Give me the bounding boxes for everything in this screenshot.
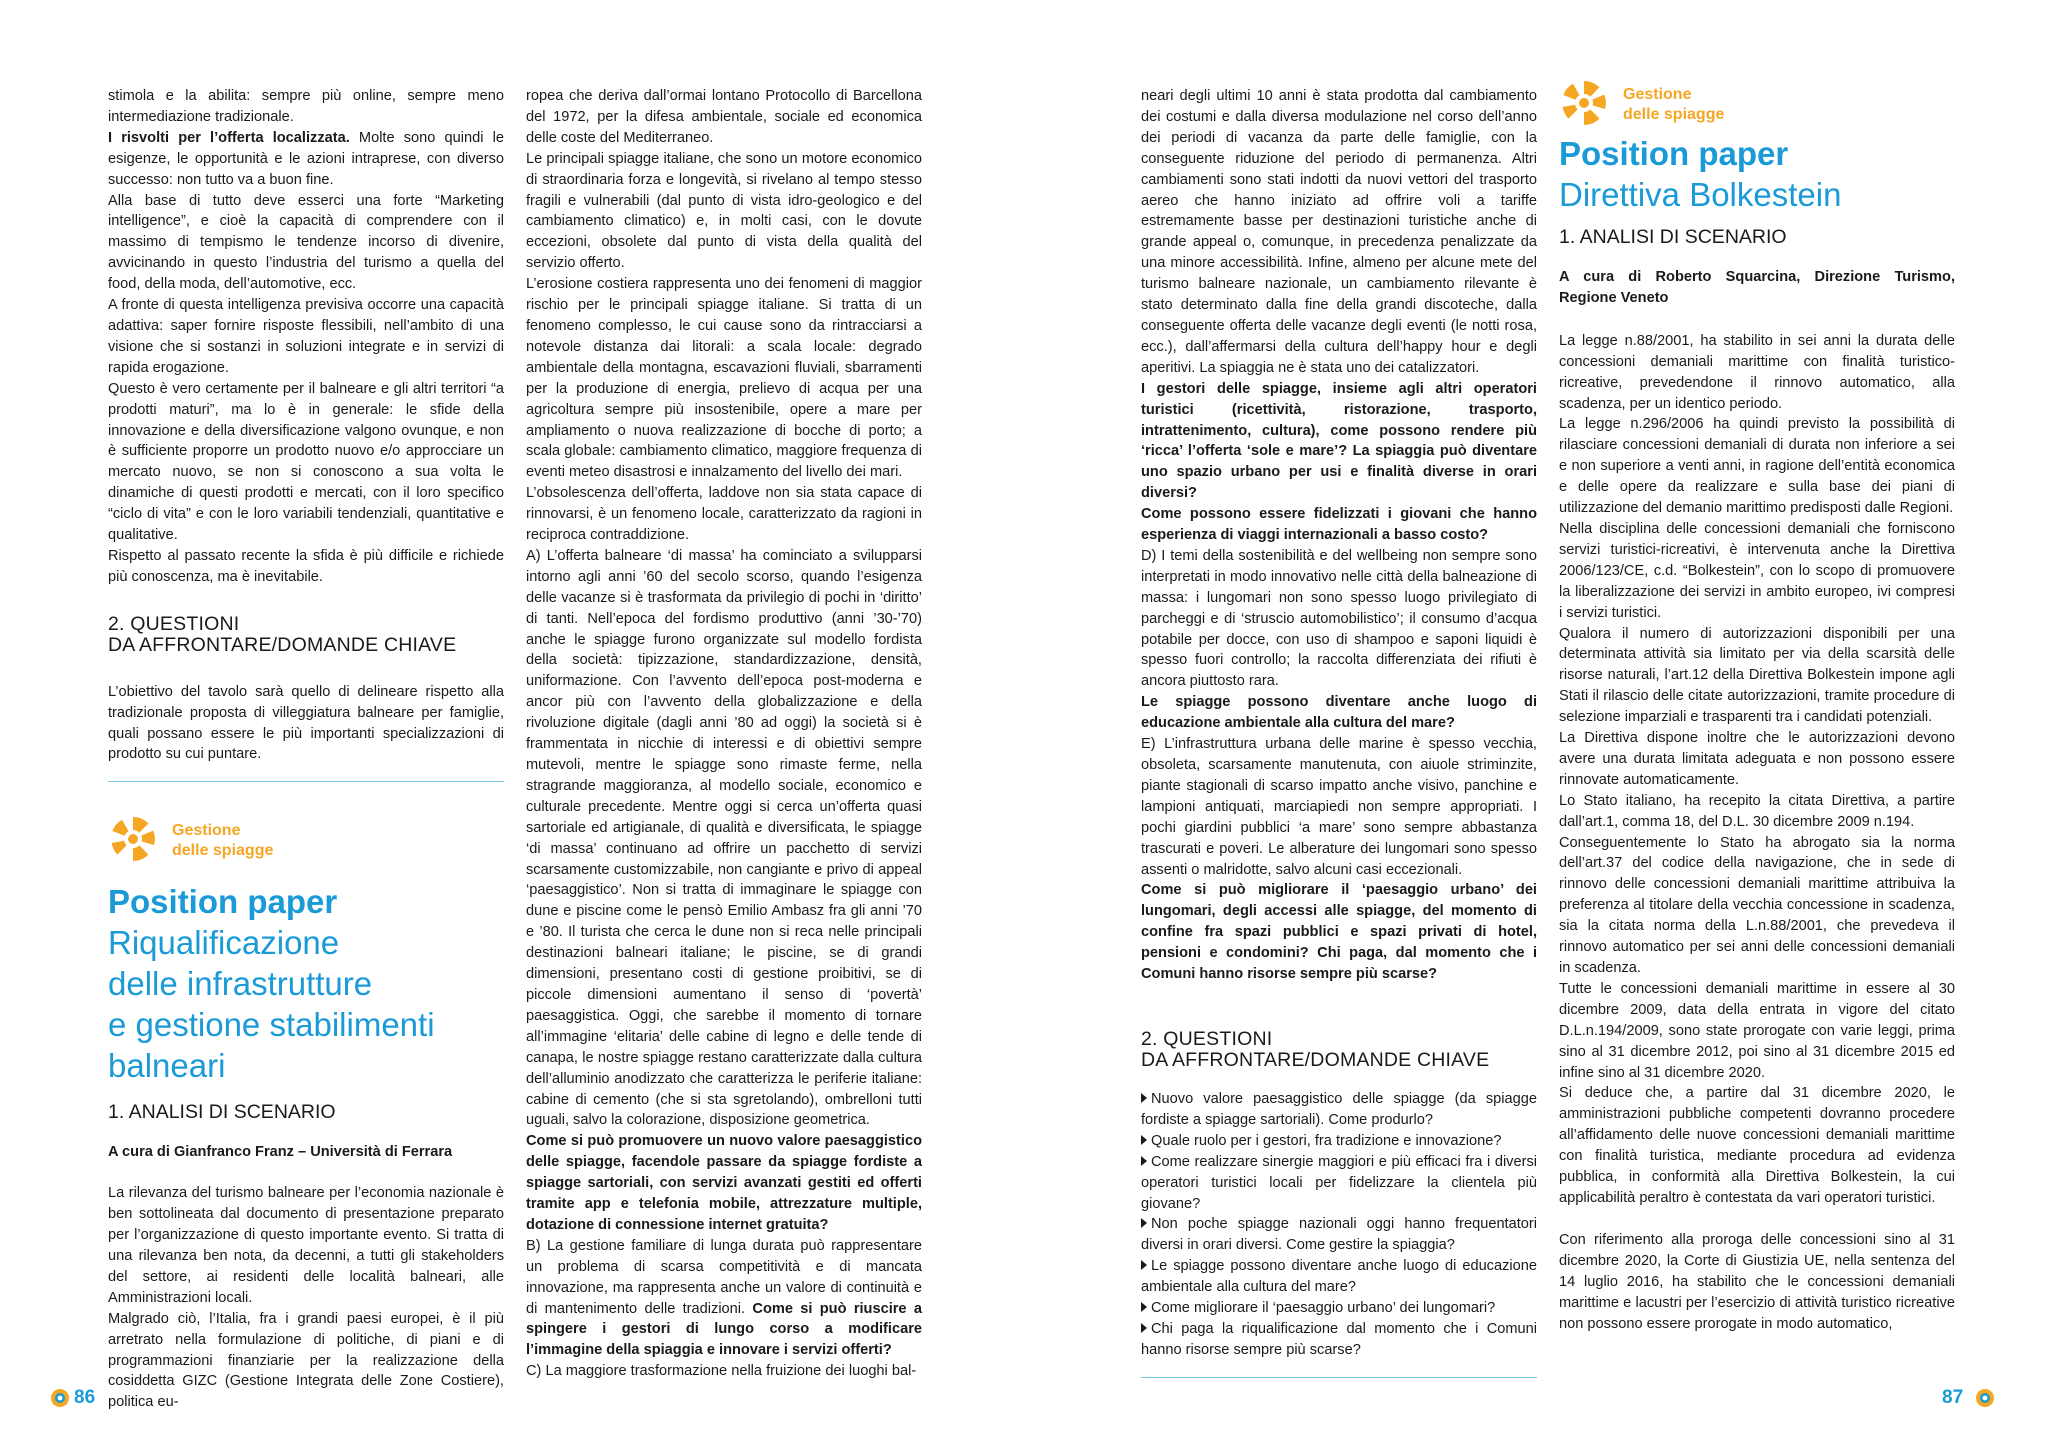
section-heading: 2. QUESTIONI DA AFFRONTARE/DOMANDE CHIAVE	[108, 612, 457, 656]
paragraph: Malgrado ciò, l’Italia, fra i grandi paesi europei, è il più arretrato nella formulazione di politiche, di piani e di programmazioni finanziarie per la realizzazione della cosiddetta GIZC (Gestione Integrata delle Zone Costiere), politica eu-	[108, 1310, 504, 1411]
left-col-1	[108, 86, 504, 1413]
question: Come si può promuovere un nuovo valore paesaggistico delle spiagge, facendole passare da spiagge fordiste a spiagge sartoriali, con servizi avanzati gestiti ed offerti tramite app e telefonia mobile, attrezzature multiple, dotazione di connessione internet gratuita?	[526, 1133, 922, 1233]
paragraph: Conseguentemente lo Stato ha abrogato sia la norma dell’art.37 del codice della navigazione, che in sede di rinnovo delle concessioni demaniali marittime attribuiva la preferenza al titolare della vecchia concessione in scadenza, sia la citata norma della L.n.88/2001, che prevedeva il rinnovo automatico per sei anni delle concessioni demaniali in scadenza.	[1559, 834, 1955, 976]
paragraph: neari degli ultimi 10 anni è stata prodotta dal cambiamento dei costumi e dalla diversa modulazione nel corso dell’anno dei periodi di vacanza da parte delle famiglie, con la conseguente riduzione del periodo di permanenza. Altri cambiamenti sono stati indotti da nuovi vettori del trasporto aereo che hanno iniziato ad offrire voli a tariffe estremamente basse per destinazioni turistiche anche di grande appeal o, comunque, in precedenza penalizzate da una minore accessibilità. Infine, almeno per alcune mete del turismo balneare nazionale, un cambiamento rilevante è stato determinato dalla fine della grandi discoteche, dalla conseguente offerta delle vacanze degli eventi (le notti rosa, ecc.), dall’affermarsi della cultura dell’happy hour e degli aperitivi. La spiaggia ne è stata uno dei catalizzatori.	[1141, 88, 1537, 376]
paragraph: A fronte di questa intelligenza previsiva occorre una capacità adattiva: saper fornire risposte flessibili, nell’ambito di una visione che si sostanzi in soluzioni integrate e in servizi di rapida erogazione.	[108, 297, 504, 376]
bullet-item: Quale ruolo per i gestori, fra tradizione e innovazione?	[1141, 1131, 1537, 1152]
page-marker-icon	[1975, 1388, 1995, 1408]
paragraph: D) I temi della sostenibilità e del wellbeing non sempre sono interpretati in modo innovativo nelle città della balneazione di massa: i lungomari non sono spesso luogo privilegiato di parcheggi e di ‘struscio automobilistico’; il consumo d’acqua potabile per docce, con uso di shampoo e saponi liquidi è spesso fuori controllo; la raccolta differenziata dei rifiuti è ancora piuttosto rara.	[1141, 547, 1537, 690]
page-number: 87	[1942, 1387, 1964, 1408]
divider	[1141, 1377, 1537, 1378]
question: I gestori delle spiagge, insieme agli altri operatori turistici (ricettività, ristorazione, trasporto, intrattenimento, cultura), come possono rendere più ‘ricca’ l’offerta ‘sole e mare’? La spiaggia può diventare uno spazio urbano per usi e finalità diverse in orari diversi?	[1141, 380, 1537, 502]
author-line: A cura di Gianfranco Franz – Università di Ferrara	[108, 1144, 453, 1161]
paragraph: Si deduce che, a partire dal 31 dicembre 2020, le amministrazioni pubbliche competenti dovranno procedere all’affidamento delle nuove concessioni demaniali marittime con finalità turistica, mediante procedura ad evidenza pubblica, in conformità alla Direttiva Bolkestein, la cui applicabilità peraltro è contestata da vari operatori turistici.	[1559, 1085, 1955, 1206]
page-marker-icon	[50, 1388, 70, 1408]
paragraph: Le principali spiagge italiane, che sono un motore economico di straordinaria forza e longevità, si rivelano al tempo stesso fragili e vulnerabili (dal punto di vista idro-geologico e del cambiamento climatico) e, in molti casi, con le dovute eccezioni, obsolete dal punto di vista della qualità del servizio offerto.	[526, 150, 922, 272]
question: Le spiagge possono diventare anche luogo di educazione ambientale alla cultura del mare?	[1141, 694, 1537, 732]
bullet-item: Chi paga la riqualificazione dal momento che i Comuni hanno risorse sempre più scarse?	[1141, 1320, 1537, 1358]
question: Come possono essere fidelizzati i giovani che hanno esperienza di viaggi internazionali a basso costo?	[1141, 506, 1537, 544]
position-paper-title: Position paper	[1559, 135, 1789, 172]
triangle-bullet-icon	[1141, 1260, 1147, 1270]
position-paper-title: Position paper	[108, 883, 338, 921]
paragraph: Lo Stato italiano, ha recepito la citata Direttiva, a partire dall’art.1, comma 18, del D.L. 30 dicembre 2009 n.194.	[1559, 792, 1955, 830]
author-line: A cura di Roberto Squarcina, Direzione Turismo, Regione Veneto	[1559, 269, 1955, 306]
paragraph: Alla base di tutto deve esserci una forte “Marketing intelligence”, e cioè la capacità di comprendere con il massimo di tempismo le tendenze incorso di divenire, avvicinando in questo l’industria del turismo a quella del food, della moda, dell’automotive, ecc.	[108, 192, 504, 293]
paragraph: La Direttiva dispone inoltre che le autorizzazioni devono avere una durata limitata adeguata e non possono essere rinnovate automaticamente.	[1559, 730, 1955, 788]
right-col-2	[1559, 78, 1955, 1334]
bold-lead: I risvolti per l’offerta localizzata.	[108, 129, 350, 146]
paragraph: Con riferimento alla proroga delle concessioni sino al 31 dicembre 2020, la Corte di Giustizia UE, nella sentenza del 14 luglio 2016, ha stabilito che le concessioni demaniali marittime e lacustri per l’esercizio di attività turistico ricreative non possono essere prorogate in modo automatico,	[1559, 1231, 1955, 1332]
paragraph-text: Molte sono quindi le esigenze, le opportunità e le azioni intraprese, con diverso successo: non tutto va a buon fine.	[108, 129, 504, 188]
bullet-item: Nuovo valore paesaggistico delle spiagge (da spiagge fordiste a spiagge sartoriali). Come produrlo?	[1141, 1090, 1537, 1128]
paragraph: La legge n.296/2006 ha quindi previsto la possibilità di rilasciare concessioni demaniali di durata non inferiore a sei e non superiore a venti anni, in ragione dell’entità economica e delle opere da realizzare e sulla base dei piani di utilizzazione del demanio marittimo predisposti dalle Regioni.	[1559, 416, 1955, 517]
paragraph: Tutte le concessioni demaniali marittime in essere al 30 dicembre 2009, data della entrata in vigore del citato D.L.n.194/2009, sono state prorogate con varie leggi, prima sino al 31 dicembre 2012, poi sino al 31 dicembre 2015 ed infine sino al 31 dicembre 2020.	[1559, 980, 1955, 1081]
brand-header	[1559, 78, 1955, 130]
bullet-item: Come realizzare sinergie maggiori e più efficaci fra i diversi operatori turistici locali per fidelizzare la clientela più giovane?	[1141, 1153, 1537, 1212]
bullet-item: Le spiagge possono diventare anche luogo di educazione ambientale alla cultura del mare?	[1141, 1258, 1537, 1296]
position-paper-subtitle: Riqualificazione delle infrastrutture e gestione stabilimenti balneari	[108, 924, 435, 1085]
paragraph: L’obsolescenza dell’offerta, laddove non sia stata capace di rinnovarsi, è un fenomeno locale, caratterizzato da ragioni in reciproca contraddizione.	[526, 485, 922, 544]
scenario-heading: 1. ANALISI DI SCENARIO	[1559, 226, 1787, 248]
triangle-bullet-icon	[1141, 1323, 1147, 1333]
left-col-2	[526, 86, 922, 1382]
paragraph: Nella disciplina delle concessioni demaniali che forniscono servizi turistici-ricreativi, è intervenuta anche la Direttiva 2006/123/CE, c.d. “Bolkestein”, con lo scopo di promuovere la liberalizzazione dei servizi in ambito europeo, ivi compresi i servizi turistici.	[1559, 520, 1955, 621]
right-col-1	[1141, 86, 1537, 1378]
question: Come si può migliorare il ‘paesaggio urbano’ dei lungomari, degli accessi alle spiagge, del momento di confine fra spazi pubblici e spazi privati di hotel, pensioni e condomini? Chi paga, dal momento che i Comuni hanno risorse sempre più scarse?	[1141, 882, 1537, 983]
bullet-item: Come migliorare il ‘paesaggio urbano’ dei lungomari?	[1141, 1298, 1537, 1319]
triangle-bullet-icon	[1141, 1135, 1147, 1145]
position-paper-subtitle: Direttiva Bolkestein	[1559, 176, 1842, 213]
page-number: 86	[74, 1387, 96, 1408]
paragraph	[108, 128, 504, 191]
paragraph: Qualora il numero di autorizzazioni disponibili per una determinata attività sia limitato per via della scarsità delle risorse naturali, l’art.12 della Direttiva Bolkestein impone agli Stati il rilascio delle citate autorizzazioni, tramite procedure di selezione imparziali e trasparenti tra i candidati potenziali.	[1559, 625, 1955, 726]
scenario-heading: 1. ANALISI DI SCENARIO	[108, 1101, 336, 1124]
sun-logo-icon	[108, 814, 158, 864]
paragraph: stimola e la abilita: sempre più online, sempre meno intermediazione tradizionale.	[108, 88, 504, 125]
triangle-bullet-icon	[1141, 1093, 1147, 1103]
paragraph: B) La gestione familiare di lunga durata può rappresentare un problema di scarsa competitività e di mancata innovazione, ma rappresenta anche un valore di continuità e di mantenimento delle tradizioni. Come si può riuscire a spingere i gestori di lungo corso a modificare l’immagine della spiaggia e innovare i servizi offerti?	[526, 1237, 922, 1359]
paragraph: E) L’infrastruttura urbana delle marine è spesso vecchia, obsoleta, scarsamente manutenuta, con aiuole striminzite, piante stagionali di scarso impatto anche visivo, panchine e lampioni antiquati, marciapiedi non sempre appropriati. I pochi giardini pubblici ‘a mare’ sono sempre abbastanza trascurati e poveri. Le alberature dei lungomari sono spesso assenti o malridotte, salvo alcuni casi eccezionali.	[1141, 736, 1537, 878]
paragraph: L’obiettivo del tavolo sarà quello di delineare rispetto alla tradizionale proposta di villeggiatura balneare per famiglie, quali possano essere le più importanti specializzazioni di prodotto su cui puntare.	[108, 683, 504, 763]
triangle-bullet-icon	[1141, 1156, 1147, 1166]
section-heading: 2. QUESTIONI DA AFFRONTARE/DOMANDE CHIAVE	[1141, 1027, 1490, 1071]
brand-text: Gestione delle spiagge	[1623, 86, 1725, 123]
paragraph: La legge n.88/2001, ha stabilito in sei anni la durata delle concessioni demaniali marittime con finalità turistico-ricreative, prevedendone il rinnovo automatico, alla scadenza, per un identico periodo.	[1559, 332, 1955, 412]
paragraph: A) L’offerta balneare ‘di massa’ ha cominciato a svilupparsi intorno agli anni ’60 del secolo scorso, quando l’esigenza delle vacanze si è trasformata da privilegio di pochi in ‘diritto’ di tanti. Nell’epoca del fordismo produttivo (anni ’30-’70) anche le spiagge furono organizzate sul modello fordista della società: tipizzazione, standardizzazione, densità, uniformazione. Con l’avvento dell’epoca post-moderna e ancor più con l’avvento della globalizzazione e della rivoluzione digitale (dagli anni ’80 ad oggi) la società si è frammentata in nicchie di interessi e di obiettivi sempre mutevoli, mentre le spiagge sono rimaste ferme, nella stragrande maggioranza, al modello sociale, economico e culturale precedente. Mentre oggi si cerca un’offerta quasi sartoriale ed artigianale, di qualità e diversificata, le spiagge ‘di massa’ continuano ad offrire un pacchetto di servizi scarsamente customizzabile, non cangiante e privo di appeal ‘paesaggistico’. Non si tratta di immaginare le spiagge con dune e piscine come le pensò Emilio Ambasz fra gli anni ’70 e ’80. Il turista che cerca le dune non si reca nelle principali destinazioni balneari italiane; le piscine, se di grandi dimensioni, presentano costi di gestione proibitivi, se di piccole dimensioni aumentano il senso di ‘povertà’ paesaggistica. Oggi, che sarebbe il momento di tornare all’immagine ‘elitaria’ delle cabine di legno e delle tende di canapa, le nostre spiagge restano caratterizzate dalla cultura dell’alluminio anodizzato che caratterizza le periferie italiane: cabine di cemento (che si sta sgretolando), ombrelloni tutti uguali, salvo la colorazione, disposizione geometrica.	[526, 547, 922, 1129]
paragraph: L’erosione costiera rappresenta uno dei fenomeni di maggior rischio per le principali spiagge italiane. Si tratta di un fenomeno complesso, le cui cause sono da rintracciarsi a notevole distanza dai litorali: a scala locale: degrado ambientale della montagna, escavazioni fluviali, sbarramenti per la produzione di energia, prelievo di acqua per una agricoltura sempre più insostenibile, opere a mare per ampliamento o nuova realizzazione di bocche di porto; a scala globale: cambiamento climatico, maggiore frequenza di eventi meteo disastrosi e innalzamento del livello dei mari.	[526, 276, 922, 481]
bullet-item: Non poche spiagge nazionali oggi hanno frequentatori diversi in orari diversi. Come gestire la spiaggia?	[1141, 1216, 1537, 1254]
brand-text: Gestione delle spiagge	[172, 822, 274, 860]
paragraph: Questo è vero certamente per il balneare e gli altri territori “a prodotti maturi”, ma lo è in generale: le sfide della innovazione e della diversificazione valgono ovunque, e non è sufficiente proporre un prodotto nuovo e/o approcciare un mercato nuovo, se non si conoscono a sua volta le dinamiche di questi prodotti e mercati, con il loro specifico “ciclo di vita” e con le loro variabili tendenziali, quantitative e qualitative.	[108, 380, 504, 544]
triangle-bullet-icon	[1141, 1302, 1147, 1312]
brand-header	[108, 814, 504, 866]
paragraph: La rilevanza del turismo balneare per l’economia nazionale è ben sottolineata dal documento di presentazione preparato per l’organizzazione di questo importante evento. Si tratta di una rilevanza ben nota, da decenni, a tutti gli stakeholders del settore, ai residenti delle località balneari, alle Amministrazioni locali.	[108, 1185, 504, 1306]
paragraph: ropea che deriva dall’ormai lontano Protocollo di Barcellona del 1972, per la difesa ambientale, sociale ed economica delle coste del Mediterraneo.	[526, 88, 922, 146]
sun-logo-icon	[1559, 78, 1609, 128]
paragraph: Rispetto al passato recente la sfida è più difficile e richiede più conoscenza, ma è inevitabile.	[108, 547, 504, 585]
paragraph: C) La maggiore trasformazione nella fruizione dei luoghi bal-	[526, 1363, 917, 1380]
triangle-bullet-icon	[1141, 1218, 1147, 1228]
